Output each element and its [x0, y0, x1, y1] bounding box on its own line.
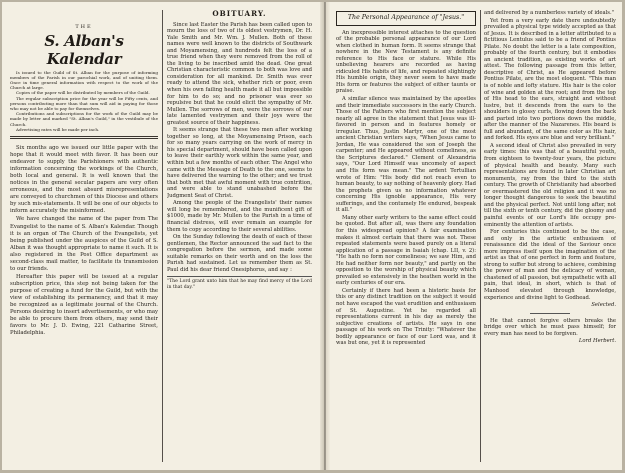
article-paragraph: An inexpressible interest attaches to the question of the probable personal appearance of our Lord when clothed in human form. It seems strange that nowhere in the New Testament is any definite reference to His face or stature. While His unbelieving hearers are recorded as having ridiculed His habits of life, and repeated slightingly His humble origin, they never seem to have made His form or features the subject of either taunts or praise.: [336, 29, 476, 95]
quote-author: Lord Herbert.: [578, 338, 616, 345]
editorial-paragraph: Hereafter this paper will be issued at a regular subscription price, this step not being taken for the purpose of creating a fund for the Guild, but with the view of establishing its permanency, and that it may be recognized as a legitimate journal of the Church. Persons desiring to insert advertisements, or who may be able to procure them from others, may send their favors to Mr. J. D. Ewing, 221 Catharine Street, Philadelphia.: [10, 273, 158, 337]
intro-paragraph: Copies of the paper will be distributed by members of the Guild.: [16, 90, 150, 96]
newspaper-spread: [2, 2, 622, 470]
obituary-paragraph: Among the people of the Evangelists' their names will long be remembered, and the munificent gift of $1000, made by Mr. Mullen to the Parish in a time of financial distress, will ever remain an example for them to copy according to their several abilities.: [167, 200, 312, 233]
article-paragraph: For centuries this continued to be the case, and only in the artistic enthusiasm of renaissance did the ideal of the Saviour once more impress itself upon the imagination of the artist as that of one perfect in form and feature, strong to suffer but strong to achieve, combining the power of man and the delicacy of woman, chastened of all passion, but sympathetic with all pain, that ideal, in short, which is that of Manhood elevated through knowledge, experience and divine light to Godhead.: [484, 229, 616, 301]
obituary-paragraph: Since last Easter the Parish has been called upon to mourn the loss of two of its oldest vestrymen, Dr. H. Yale Smith and Mr. Wm. J. Mullen. Both of these names were well known to the districts of Southwark and Moyamensing, and hundreds felt the loss of a true friend when they were removed from the roll of the living to be inscribed amid the dead. One great Christian characteristic common to both was love and consideration for all mankind. Dr. Smith was ever ready to attend the sick, whether rich or poor, even when his own failing health made it all but impossible for him to do so; and no prisoner was ever so repulsive but that he could elicit the sympathy of Mr. Mullen. The sorrows of men, were the sorrows of our late lamented vestrymen and their joys were the greatest source of their happiness.: [167, 21, 312, 126]
closing-quote: He that cannot forgive others breaks the bridge over which he must pass himself; for every man has need to be forgiven.: [484, 317, 616, 337]
article-paragraph: A second ideal of Christ also prevailed in very early times: this was that of a beautiful youth, from eighteen to twenty-four years, the picture of physical health and beauty. Many such representations are found in later Christian art monuments, ray from the third to the sixth century. The growth of Christianity had absorbed or overmastered the old religion and it was no longer thought dangerous to seek the beautiful and the physical perfect. Not until long after, not till the sixth or tenth century, did the gloomy and painful events of our Lord's life occupy pre-eminently the attention of artists.: [484, 142, 616, 228]
obituary-footnote: "The Lord grant unto him that he may find mercy of the Lord in that day.": [167, 276, 312, 290]
article-paragraph: Yet from a very early date there undoubtedly prevailed a physical type widely accepted as that of Jesus. It is described in a letter attributed to a fictitious Lentulus said to be a friend of Pontius Pilate. No doubt the letter is a late composition, probably of the fourth century, but it embodies an ancient tradition, as existing works of art attest. The following passage from this letter, descriptive of Christ, as He appeared before Pontius Pilate, are the most eloquent. "This man is of noble and lofty stature. His hair is the color of wine and golden at the root; and from the top of His head to the ears, straight and without lustre, but it descends from the ears to the shoulders in glossy curls, flowing down the back and parted into two portions down the middle, after the manner of the Nazarenes. His beard is full and abundant, of the same color as His hair, and forked. His eyes are blue and very brilliant.": [484, 17, 616, 142]
editorial: [10, 145, 158, 337]
article-column: [336, 10, 476, 465]
editorial-paragraph: We have changed the name of the paper from The Evangelist to the name of S. Alban's Kalendar. Though it is an organ of The Church of the Evangelists, yet being published under the auspices of the Guild of S. Alban it was thought appropriate to name it such. It is also registered in the Post Office department as second-class mail matter, to facilitate its transmission to our friends.: [10, 216, 158, 272]
article-paragraph: A similar silence was maintained by the apostles and their immediate successors in the early Church. Those of the Fathers who first mention the subject nearly all agree in the statement that Jesus was ill-favored in person and in features homely or irregular. Thus, Justin Martyr, one of the most ancient Christian writers says, "When Jesus came to Jordan, He was considered the son of Joseph the carpenter; and He appeared without comeliness, as the Scriptures declared." Clement of Alexandria says, "Our Lord Himself was uncomely of aspect and His form was mean." The ardent Tertullian wrote of Him: "His body did not reach even to human beauty, to say nothing of heavenly glory. Had the prophets given us no information whatever concerning His ignoble appearance, His very sufferings, and the contumely He endured, bespeak it all.": [336, 96, 476, 214]
separator-rule: [530, 313, 570, 314]
editorial-paragraph: Six months ago we issued our little paper with the hope that it would meet with favor. It has been our endeavor to supply the Parishioners with authentic information concerning the workings of the Church, both local and general. It is well known that the notices in the general secular papers are very often erroneous, and the most absurd misrepresentations are conveyed to churchmen of this Diocese and others by such mis-statements. It will be one of our objects to inform accurately the misinformed.: [10, 144, 158, 215]
masthead-intro: [10, 70, 158, 132]
masthead-column: [10, 10, 158, 465]
obituary-paragraph: On the Sunday following the death of each of these gentlemen, the Rector announced the sad fact to the congregation before the sermon, and made some suitable remarks on their worth and on the loss the Parish had sustained. Let us remember them as St. Paul did his dear friend Onesiphorus, and say :: [167, 234, 312, 273]
column-rule: [480, 10, 481, 462]
obituary-column: [167, 10, 312, 465]
double-rule: [10, 136, 158, 139]
masthead-title: S. Alban's Kalendar: [44, 31, 124, 68]
page-fold-crease: [324, 2, 326, 470]
obituary-paragraph: It seems strange that these two men after working together so long, at the Moyamensing Prison, each for so many years carrying on the work of mercy in his special department, should have been called upon to leave their earthly work within the same year, and within but a few months of each other. The Angel who came with the Message of Death to the one, seems to have delivered the warning to the other; and we trust that both met that awful moment with true contrition, and were able to stand unabashed before the Judgment Seat of Christ.: [167, 127, 312, 199]
column-rule: [162, 10, 163, 462]
obituary-heading: OBITUARY.: [212, 10, 267, 18]
article-signature: Selected.: [591, 302, 616, 309]
masthead-the: THE: [75, 24, 93, 30]
article-heading: The Personal Appearance of "Jesus.": [336, 11, 476, 26]
intro-paragraph: Advertising rates will be made per inch.: [16, 126, 100, 132]
article-continued-column: [484, 10, 616, 465]
article-paragraph: Many other early writers to the same effect could be quoted. But after all, was there any foundation for this widespread opinion? A fair examination makes it almost certain that there was not. These repeated statements were based purely on a literal application of a passage in Isaiah (chap. LII, v. 2): "He hath no form nor comeliness; we saw Him, and He had neither form nor beauty," and partly on the opposition to the worship of physical beauty which prevailed so extensively in the heathen world in the early centuries of our era.: [336, 214, 476, 287]
intro-paragraph: The regular subscription price for the year will be Fifty cents, and persons contributing more than that sum will aid in paying for those who may not be able to pay for themselves.: [10, 95, 158, 111]
intro-paragraph: Is issued to the Guild of St. Alban for the purpose of informing members of the Parish in our parochial work, and of uniting them. Once in time general information with respect to the work of the Church at large.: [10, 69, 158, 91]
article-paragraph: and delivered by a numberless variety of ideals.": [484, 10, 615, 16]
intro-paragraph: Contributions and subscriptions for the work of the Guild may be made by letter and marked "St. Alban's Guild," in the vestibule of the Church.: [10, 111, 158, 127]
article-paragraph: Certainly if there had been a historic basis for this or any distinct tradition on the subject it would not have escaped the vast erudition and enthusiasm of St. Augustine. Yet he regarded all representations current in his day as merely the subjective creations of artists. He says in one passage of his work on The Trinity: "Whatever the bodily appearance or face of our Lord was, and it was but one, yet it is represented: [336, 287, 476, 347]
